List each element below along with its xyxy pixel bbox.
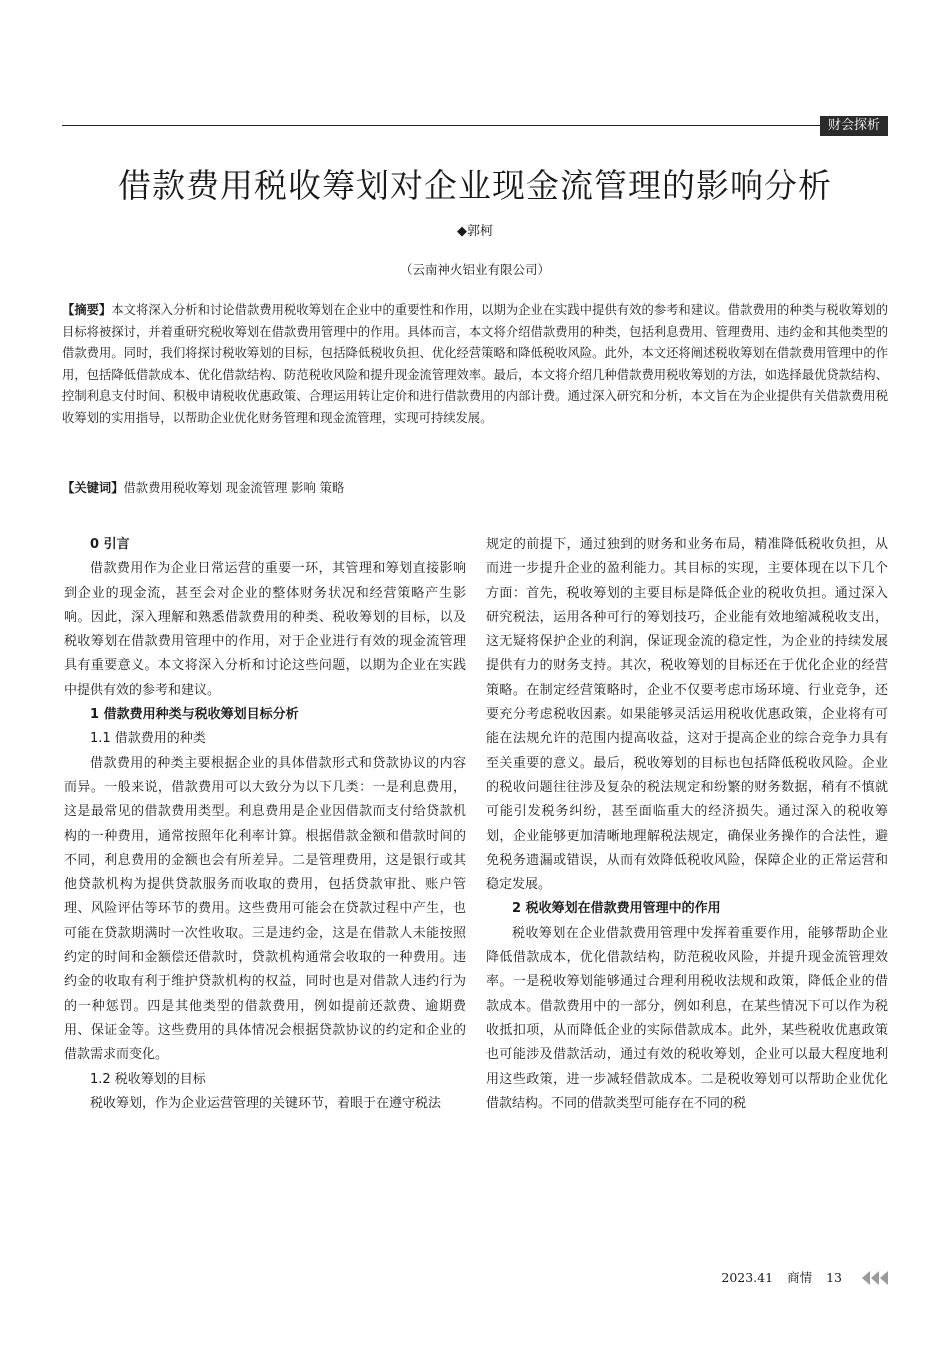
abstract-text: 本文将深入分析和讨论借款费用税收筹划在企业中的重要性和作用，以期为企业在实践中提供有效的参考和建议。借款费用的种类与税收筹划的目标将被探讨，并着重研究税收筹划在借款费用管理中的作用。具体而言，本文将介绍借款费用的种类，包括利息费用、管理费用、违约金和其他类型的借款费用。同时，我们将探讨税收筹划的目标，包括降低税收负担、优化经营策略和降低税收风险。此外，本文还将阐述税收筹划在借款费用管理中的作用，包括降低借款成本、优化借款结构、防范税收风险和提升现金流管理效率。最后，本文将介绍几种借款费用税收筹划的方法，如选择最优贷款结构、控制利息支付时间、积极申请税收优惠政策、合理运用转让定价和进行借款费用的内部计费。通过深入研究和分析，本文旨在为企业提供有关借款费用税收筹划的实用指导，以帮助企业优化财务管理和现金流管理，实现可持续发展。 <box>62 303 888 425</box>
section-heading-2: 2 税收筹划在借款费用管理中的作用 <box>512 901 721 917</box>
page-number: 13 <box>826 1270 842 1285</box>
decorative-arrows-icon <box>862 1271 888 1285</box>
journal-name: 商情 <box>787 1270 813 1285</box>
body-column-right <box>486 533 888 1116</box>
section-heading-0: 0 引言 <box>90 537 130 552</box>
page-footer <box>721 1268 888 1288</box>
paragraph-intro: 借款费用作为企业日常运营的重要一环，其管理和筹划直接影响到企业的现金流，甚至会对企业的整体财务状况和经营策略产生影响。因此，深入理解和熟悉借款费用的种类、税收筹划的目标，以及税收筹划在借款费用管理中的作用，对于企业进行有效的现金流管理具有重要意义。本文将深入分析和讨论这些问题，以期为企业在实践中提供有效的参考和建议。 <box>64 561 466 698</box>
author: ◆郭柯 <box>457 224 493 239</box>
subsection-heading-1-1: 1.1 借款费用的种类 <box>90 731 206 747</box>
subsection-heading-1-2: 1.2 税收筹划的目标 <box>90 1071 206 1087</box>
section-tag: 财会探析 <box>820 116 888 136</box>
keywords-label: 【关键词】 <box>62 481 124 495</box>
article-title: 借款费用税收筹划对企业现金流管理的影响分析 <box>118 166 832 205</box>
issue-number: 2023.41 <box>721 1270 774 1285</box>
paragraph-1-1: 借款费用的种类主要根据企业的具体借款形式和贷款协议的内容而异。一般来说，借款费用可以大致分为以下几类：一是利息费用，这是最常见的借款费用类型。利息费用是企业因借款而支付给贷款机构的一种费用，通常按照年化利率计算。根据借款金额和借款时间的不同，利息费用的金额也会有所差异。二是管理费用，这是银行或其他贷款机构为提供贷款服务而收取的费用，包括贷款审批、账户管理、风险评估等环节的费用。这些费用可能会在贷款过程中产生，也可能在贷款期满时一次性收取。三是违约金，这是在借款人未能按照约定的时间和金额偿还借款时，贷款机构通常会收取的一种费用。违约金的收取有利于维护贷款机构的权益，同时也是对借款人违约行为的一种惩罚。四是其他类型的借款费用，例如提前还款费、逾期费用、保证金等。这些费用的具体情况会根据贷款协议的约定和企业的借款需求而变化。 <box>64 755 466 1063</box>
body-column-left <box>64 533 466 1116</box>
section-heading-1: 1 借款费用种类与税收筹划目标分析 <box>90 707 299 723</box>
affiliation: （云南神火铝业有限公司） <box>399 262 550 277</box>
abstract <box>62 300 888 430</box>
paragraph-1-2-start: 税收筹划，作为企业运营管理的关键环节，着眼于在遵守税法 <box>90 1095 442 1111</box>
paragraph-1-2-continued: 规定的前提下，通过独到的财务和业务布局，精准降低税收负担，从而进一步提升企业的盈利能力。其目标的实现，主要体现在以下几个方面：首先，税收筹划的主要目标是降低企业的税收负担。通过深入研究税法，运用各种可行的筹划技巧，企业能有效地缩减税收支出，这无疑将保护企业的利润，保证现金流的稳定性，为企业的持续发展提供有力的财务支持。其次，税收筹划的目标还在于优化企业的经营策略。在制定经营策略时，企业不仅要考虑市场环境、行业竞争，还要充分考虑税收因素。如果能够灵活运用税收优惠政策，企业将有可能在法规允许的范围内提高收益，这对于提高企业的综合竞争力具有至关重要的意义。最后，税收筹划的目标也包括降低税收风险。企业的税收问题往往涉及复杂的税法规定和纷繁的财务数据，稍有不慎就可能引发税务纠纷，甚至面临重大的经济损失。通过深入的税收筹划，企业能够更加清晰地理解税法规定，确保业务操作的合法性，避免税务遗漏或错误，从而有效降低税收风险，保障企业的正常运营和稳定发展。 <box>486 537 888 893</box>
keywords <box>62 478 888 498</box>
keywords-text: 借款费用税收筹划 现金流管理 影响 策略 <box>123 481 345 495</box>
paragraph-2: 税收筹划在企业借款费用管理中发挥着重要作用，能够帮助企业降低借款成本，优化借款结构，防范税收风险，并提升现金流管理效率。一是税收筹划能够通过合理利用税收法规和政策，降低企业的借款成本。借款费用中的一部分，例如利息，在某些情况下可以作为税收抵扣项，从而降低企业的实际借款成本。此外，某些税收优惠政策也可能涉及借款活动，通过有效的税收筹划，企业可以最大程度地利用这些政策，进一步减轻借款成本。二是税收筹划可以帮助企业优化借款结构。不同的借款类型可能存在不同的税 <box>486 925 888 1111</box>
header-rule <box>62 125 888 126</box>
abstract-label: 【摘要】 <box>62 303 112 317</box>
